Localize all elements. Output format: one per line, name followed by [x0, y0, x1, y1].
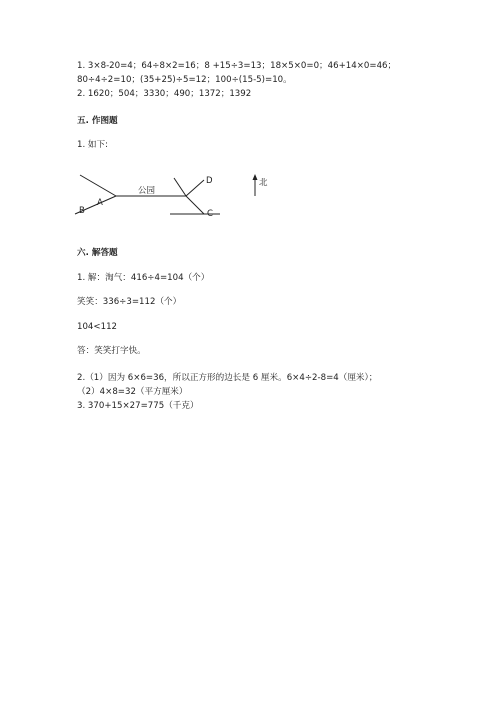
section-6-q1-line-2: 笑笑：336÷3=112（个）	[77, 297, 182, 307]
line-to-c	[186, 196, 204, 214]
section-6-q1-line-3: 104<112	[77, 322, 118, 332]
label-a: A	[97, 198, 103, 208]
road-segment-d-left	[174, 178, 186, 196]
section-6-q1-line-1: 1. 解：淘气：416÷4=104（个）	[77, 273, 210, 283]
road-segment-upper-left	[80, 175, 116, 196]
label-d: D	[206, 176, 213, 186]
label-park: 公园	[138, 186, 156, 196]
section-6-q2-line-1: 2.（1）因为 6×6=36，所以正方形的边长是 6 厘米。6×4÷2-8=4（厘米）；	[77, 373, 378, 383]
section-6-q3-line-1: 3. 370+15×27=775（千克）	[77, 401, 199, 411]
section-6-q1-line-4: 答：笑笑打字快。	[77, 346, 146, 356]
section-6-q2-line-2: （2）4×8=32（平方厘米）	[77, 387, 188, 397]
section-6-heading: 六. 解答题	[77, 248, 118, 258]
map-diagram	[70, 166, 280, 226]
answer-calc-line-2: 80÷4÷2=10；(35+25)÷5=12；100÷(15-5)=10。	[77, 75, 292, 85]
section-5-item-1: 1. 如下:	[77, 140, 109, 150]
north-arrow-icon	[253, 174, 258, 180]
section-5-heading: 五. 作图题	[77, 116, 118, 126]
label-b: B	[79, 206, 85, 216]
answer-calc-line-3: 2. 1620；504；3330；490；1372；1392	[77, 89, 252, 99]
label-north: 北	[259, 178, 268, 188]
answer-calc-line-1: 1. 3×8-20=4；64÷8×2=16；8 +15÷3=13；18×5×0=0；46+14×0=46；	[77, 61, 397, 71]
line-to-d	[186, 180, 204, 196]
label-c: C	[207, 209, 213, 219]
